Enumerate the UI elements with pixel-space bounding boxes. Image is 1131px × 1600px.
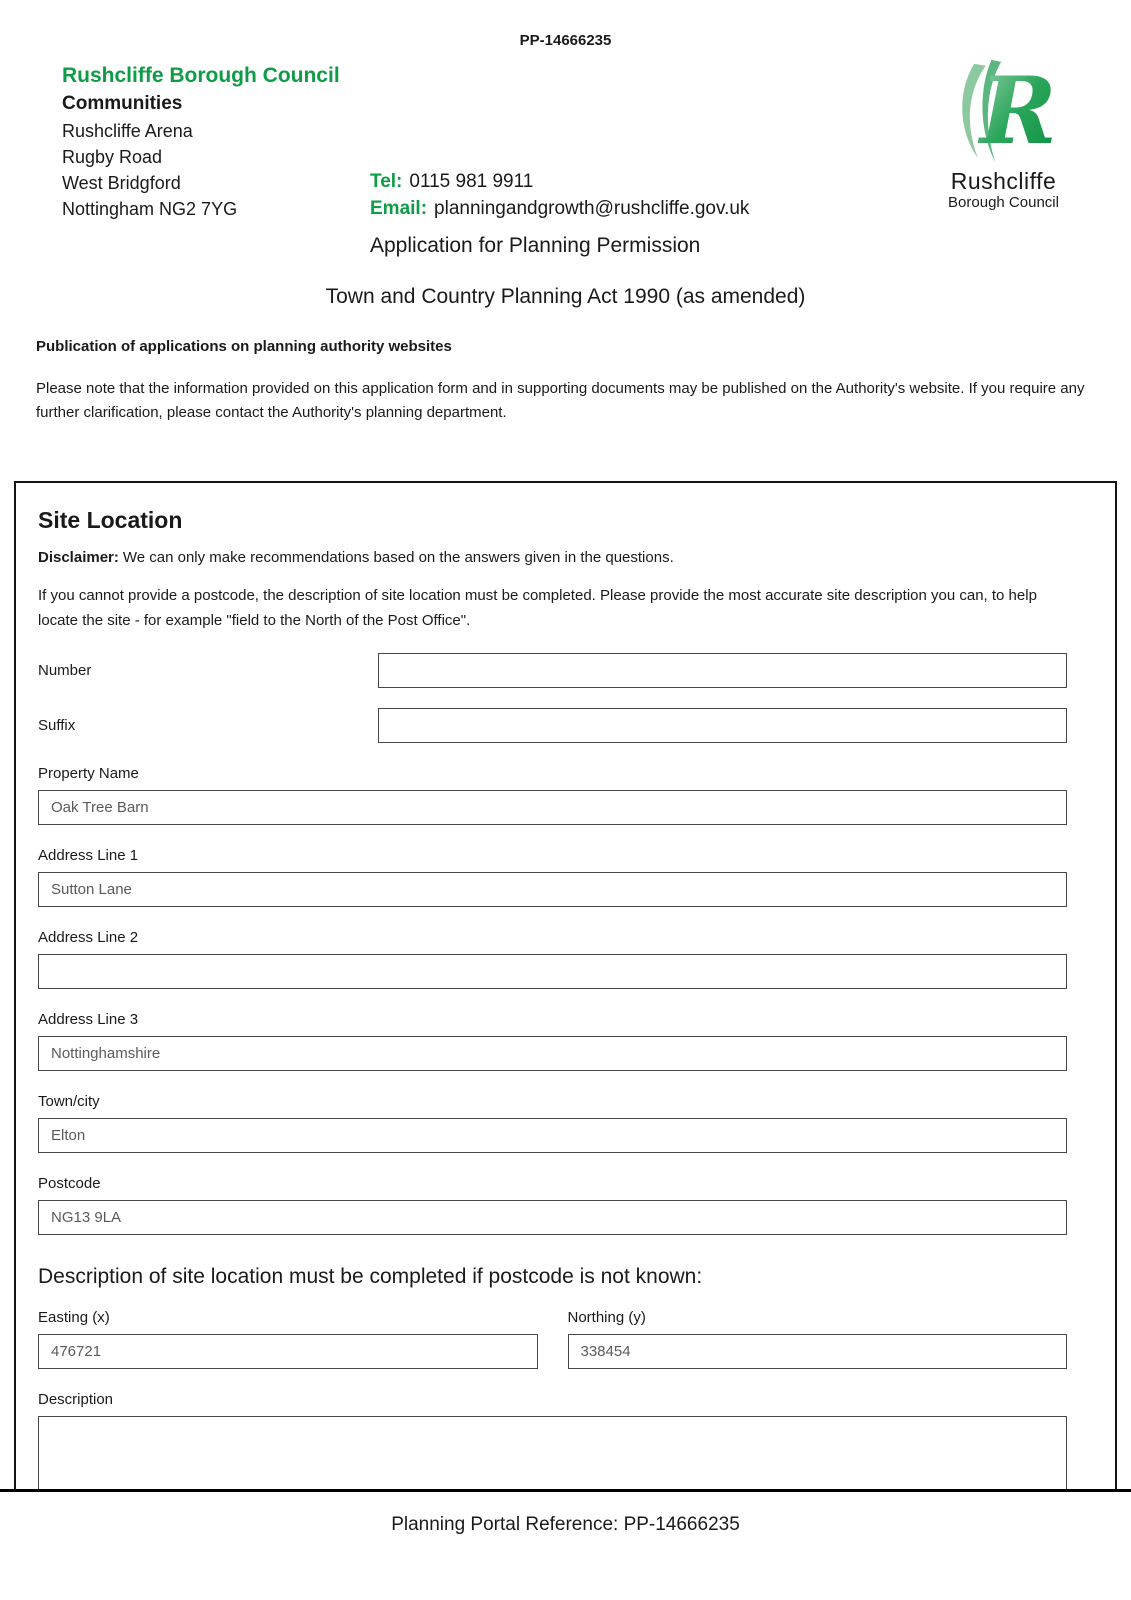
contact-block — [370, 168, 749, 222]
suffix-input[interactable] — [378, 708, 1067, 743]
northing-input[interactable] — [568, 1334, 1068, 1369]
address-line: West Bridgford — [62, 173, 181, 193]
property-name-input[interactable] — [38, 790, 1067, 825]
suffix-label: Suffix — [38, 717, 76, 734]
coordinates-row — [38, 1309, 1067, 1369]
planning-portal-reference-footer: Planning Portal Reference: PP-14666235 — [391, 1514, 740, 1535]
northing-label: Northing (y) — [567, 1309, 646, 1326]
council-address-block — [62, 64, 340, 222]
tel-line — [370, 168, 749, 195]
address-line-3-label: Address Line 3 — [38, 1011, 139, 1028]
logo-wordmark-sub: Borough Council — [948, 194, 1059, 211]
easting-input[interactable] — [38, 1334, 538, 1369]
site-location-heading: Site Location — [38, 507, 183, 533]
form-header — [0, 0, 1131, 320]
publication-body: Please note that the information provided on this application form and in supporting documents may be published on the Authority's website. If you require any further clarification, please contact the Authority's planning department. — [36, 380, 1085, 421]
description-textarea[interactable] — [38, 1416, 1067, 1489]
planning-portal-reference-top: PP-14666235 — [519, 32, 612, 49]
site-location-section — [14, 481, 1117, 1489]
number-input[interactable] — [378, 653, 1067, 688]
number-label: Number — [38, 662, 92, 679]
address-line-3-input[interactable] — [38, 1036, 1067, 1071]
logo-wordmark: Rushcliffe — [950, 168, 1057, 194]
address-line-1-input[interactable] — [38, 872, 1067, 907]
address-line-1-field — [38, 847, 1067, 907]
disclaimer-text: We can only make recommendations based on the answers given in the questions. — [122, 549, 674, 566]
tel-label: Tel: — [370, 171, 403, 192]
address-line: Nottingham NG2 7YG — [62, 199, 238, 219]
council-logo — [926, 58, 1081, 211]
publication-heading: Publication of applications on planning authority websites — [36, 338, 452, 355]
description-field — [38, 1391, 1067, 1489]
description-heading: Description of site location must be completed if postcode is not known: — [38, 1265, 703, 1288]
address-line-2-input[interactable] — [38, 954, 1067, 989]
northing-field — [568, 1309, 1068, 1369]
postcode-label: Postcode — [38, 1175, 101, 1192]
property-name-field — [38, 765, 1067, 825]
address-line-2-label: Address Line 2 — [38, 929, 139, 946]
address-line: Rugby Road — [62, 147, 163, 167]
department-name: Communities — [62, 93, 183, 114]
property-name-label: Property Name — [38, 765, 139, 782]
tel-value: 0115 981 9911 — [409, 171, 534, 192]
easting-label: Easting (x) — [38, 1309, 110, 1326]
disclaimer-label: Disclaimer: — [38, 549, 119, 566]
disclaimer — [38, 549, 1067, 566]
postcode-field — [38, 1175, 1067, 1235]
number-field — [38, 653, 1067, 688]
svg-text:R: R — [979, 58, 1057, 164]
email-line — [370, 195, 749, 222]
form-subtitle: Town and Country Planning Act 1990 (as amended) — [325, 285, 806, 308]
description-label: Description — [38, 1391, 114, 1408]
town-city-input[interactable] — [38, 1118, 1067, 1153]
email-label: Email: — [370, 198, 428, 219]
email-value: planningandgrowth@rushcliffe.gov.uk — [434, 198, 750, 219]
town-city-field — [38, 1093, 1067, 1153]
suffix-field — [38, 708, 1067, 743]
address-line-1-label: Address Line 1 — [38, 847, 139, 864]
address-line-3-field — [38, 1011, 1067, 1071]
rushcliffe-logo-icon — [929, 58, 1079, 164]
address-line: Rushcliffe Arena — [62, 121, 193, 141]
address-line-2-field — [38, 929, 1067, 989]
instructions-text: If you cannot provide a postcode, the description of site location must be completed. Please provide the most accurate site description you can, to help locate the site - for example "field to the North of the Post Office". — [38, 587, 1037, 629]
postcode-input[interactable] — [38, 1200, 1067, 1235]
page-divider — [0, 1489, 1131, 1492]
town-city-label: Town/city — [38, 1093, 100, 1110]
council-name: Rushcliffe Borough Council — [62, 64, 340, 87]
form-title: Application for Planning Permission — [370, 234, 701, 257]
easting-field — [38, 1309, 538, 1369]
